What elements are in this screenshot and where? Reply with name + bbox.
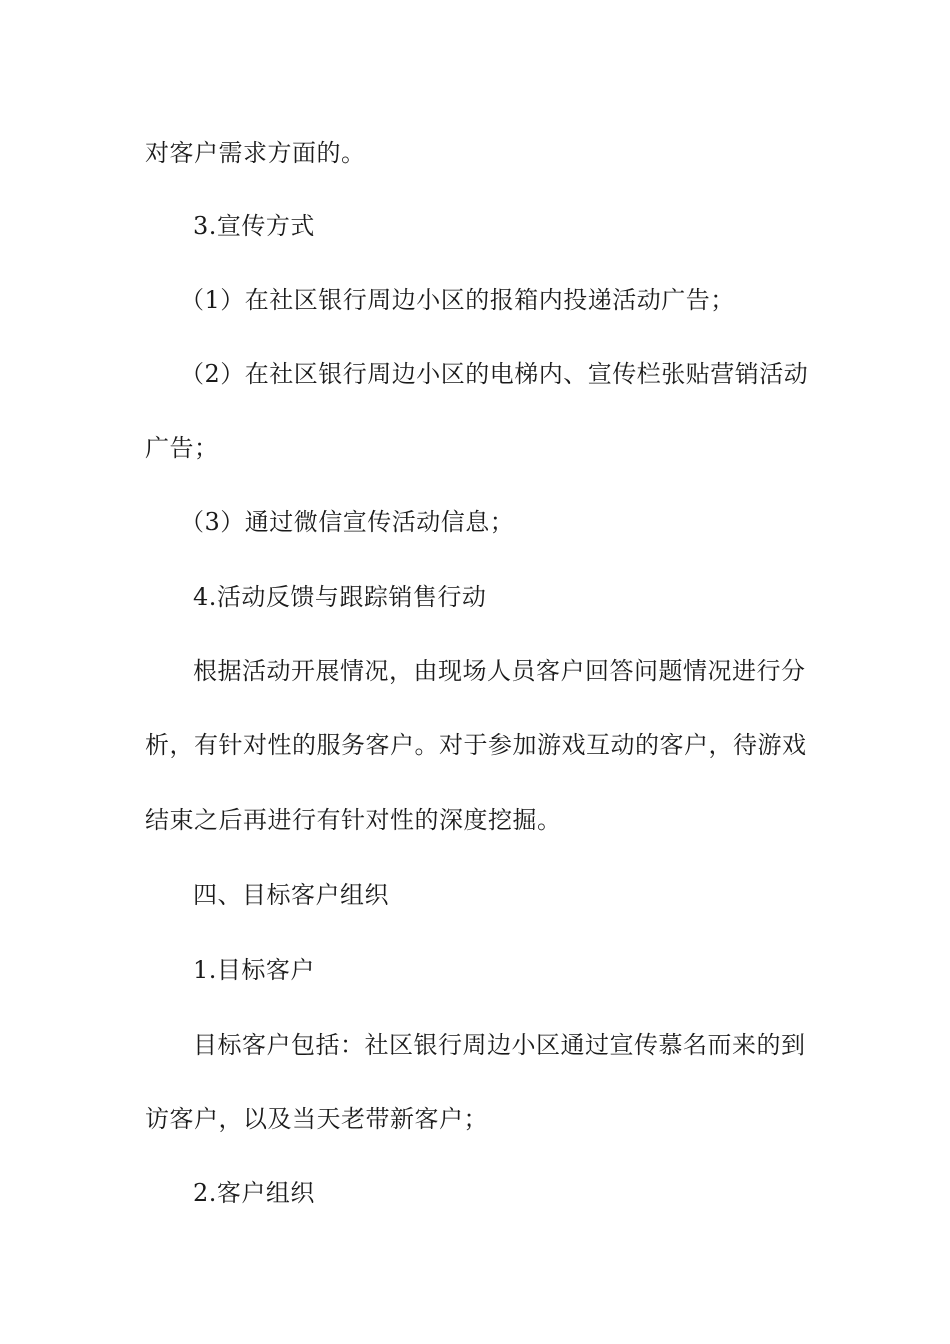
list-item: （3）通过微信宣传活动信息； <box>180 508 515 536</box>
section-heading: 2.客户组织 <box>193 1179 315 1207</box>
paragraph-line: 目标客户包括：社区银行周边小区通过宣传慕名而来的到 <box>193 1031 806 1059</box>
list-item-continuation: 广告； <box>145 434 219 462</box>
paragraph-line: 对客户需求方面的。 <box>145 139 366 167</box>
paragraph-line: 结束之后再进行有针对性的深度挖掘。 <box>145 806 562 834</box>
list-item: （1）在社区银行周边小区的报箱内投递活动广告； <box>180 286 735 314</box>
section-heading: 四、目标客户组织 <box>193 881 389 909</box>
section-heading: 4.活动反馈与跟踪销售行动 <box>193 583 487 611</box>
paragraph-line: 根据活动开展情况，由现场人员客户回答问题情况进行分 <box>193 657 806 685</box>
paragraph-line: 析，有针对性的服务客户。对于参加游戏互动的客户，待游戏 <box>145 731 807 759</box>
paragraph-line: 访客户，以及当天老带新客户； <box>145 1105 488 1133</box>
section-heading: 1.目标客户 <box>193 956 315 984</box>
section-heading: 3.宣传方式 <box>193 212 315 240</box>
list-item: （2）在社区银行周边小区的电梯内、宣传栏张贴营销活动 <box>180 360 809 388</box>
